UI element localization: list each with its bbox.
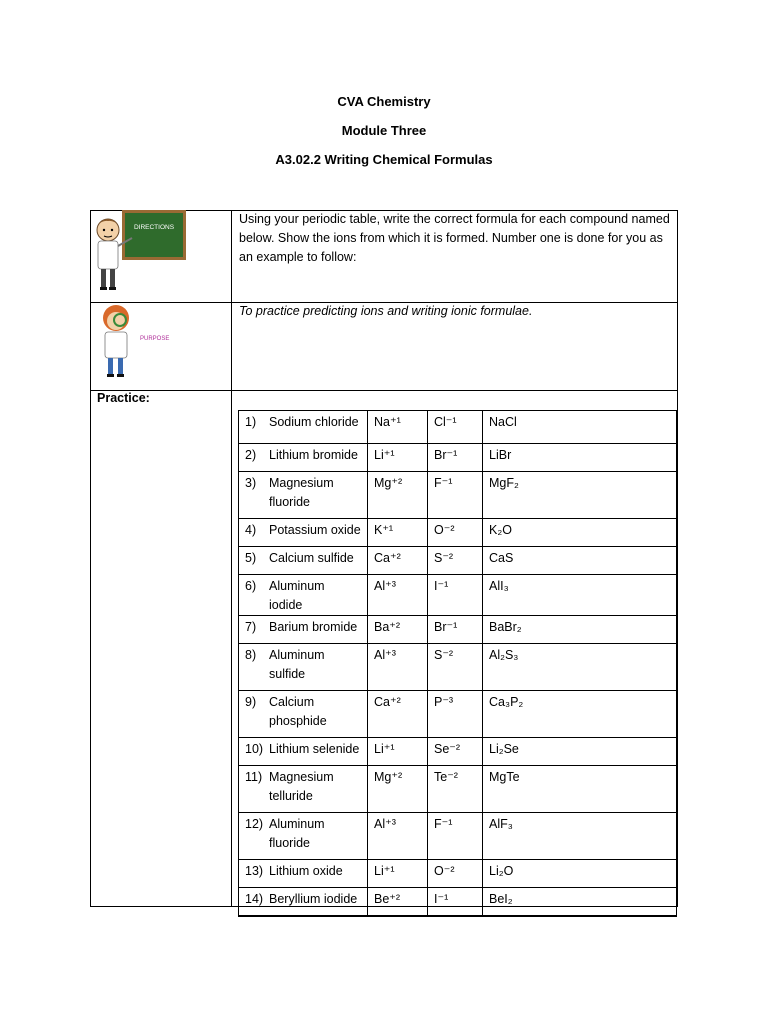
row-number: 14): [245, 892, 264, 906]
cation-cell: Mg⁺²: [368, 766, 428, 813]
cation-cell: Al⁺³: [368, 575, 428, 616]
anion-cell: P⁻³: [428, 691, 483, 738]
table-row: [239, 860, 677, 888]
formula-cell: K₂O: [483, 519, 677, 547]
compound-name: Aluminum fluoride: [269, 817, 325, 850]
table-row: [239, 738, 677, 766]
cation-cell: K⁺¹: [368, 519, 428, 547]
compound-name: Sodium chloride: [269, 415, 359, 429]
table-row: [239, 575, 677, 616]
compound-name-cell: [239, 472, 368, 519]
formula-cell: AlF₃: [483, 813, 677, 860]
compound-name-cell: [239, 575, 368, 616]
formula-cell: BaBr₂: [483, 616, 677, 644]
row-number: 12): [245, 817, 264, 831]
module-title: Module Three: [341, 123, 427, 138]
anion-cell: O⁻²: [428, 519, 483, 547]
formula-cell: Al₂S₃: [483, 644, 677, 691]
compound-name: Magnesium fluoride: [269, 476, 334, 509]
scientist-purpose-icon: [94, 302, 174, 382]
cation-cell: Li⁺¹: [368, 444, 428, 472]
table-row: [239, 813, 677, 860]
row-number: 5): [245, 551, 257, 565]
directions-badge: DIRECTIONS: [133, 224, 175, 231]
row-number: 7): [245, 620, 257, 634]
row-number: 2): [245, 448, 257, 462]
compound-name: Lithium bromide: [269, 448, 358, 462]
row-number: 9): [245, 695, 257, 709]
anion-cell: Br⁻¹: [428, 616, 483, 644]
anion-cell: Te⁻²: [428, 766, 483, 813]
practice-table: [238, 410, 677, 917]
compound-name: Calcium phosphide: [269, 695, 327, 728]
compound-name-cell: [239, 738, 368, 766]
purpose-badge: PURPOSE: [140, 336, 170, 342]
table-row: [239, 616, 677, 644]
compound-name-cell: [239, 444, 368, 472]
compound-name: Potassium oxide: [269, 523, 361, 537]
cation-cell: Li⁺¹: [368, 860, 428, 888]
anion-cell: S⁻²: [428, 644, 483, 691]
anion-cell: I⁻¹: [428, 888, 483, 916]
row-divider-2: [90, 390, 678, 391]
compound-name: Lithium selenide: [269, 742, 360, 756]
row-number: 8): [245, 648, 257, 662]
anion-cell: O⁻²: [428, 860, 483, 888]
row-number: 13): [245, 864, 264, 878]
table-row: [239, 519, 677, 547]
compound-name-cell: [239, 547, 368, 575]
formula-cell: MgF₂: [483, 472, 677, 519]
formula-cell: Ca₃P₂: [483, 691, 677, 738]
formula-cell: AlI₃: [483, 575, 677, 616]
purpose-text: To practice predicting ions and writing ionic formulae.: [239, 304, 533, 318]
table-row: [239, 644, 677, 691]
compound-name-cell: [239, 860, 368, 888]
anion-cell: S⁻²: [428, 547, 483, 575]
compound-name: Beryllium iodide: [269, 892, 358, 906]
row-number: 11): [245, 770, 263, 784]
table-row: [239, 547, 677, 575]
compound-name-cell: [239, 616, 368, 644]
cation-cell: Be⁺²: [368, 888, 428, 916]
column-divider: [231, 210, 232, 907]
practice-label: Practice:: [97, 391, 150, 405]
compound-name-cell: [239, 644, 368, 691]
course-title: CVA Chemistry: [337, 94, 431, 109]
formula-cell: Li₂O: [483, 860, 677, 888]
cation-cell: Ca⁺²: [368, 547, 428, 575]
table-row: [239, 411, 677, 444]
cation-cell: Ca⁺²: [368, 691, 428, 738]
cation-cell: Ba⁺²: [368, 616, 428, 644]
compound-name: Aluminum iodide: [269, 579, 325, 612]
compound-name: Calcium sulfide: [269, 551, 354, 565]
table-row: [239, 888, 677, 916]
row-number: 4): [245, 523, 257, 537]
compound-name: Lithium oxide: [269, 864, 343, 878]
row-number: 6): [245, 579, 257, 593]
table-row: [239, 472, 677, 519]
row-number: 1): [245, 415, 257, 429]
cation-cell: Al⁺³: [368, 813, 428, 860]
formula-cell: NaCl: [483, 411, 677, 444]
table-row: [239, 444, 677, 472]
anion-cell: F⁻¹: [428, 472, 483, 519]
row-number: 10): [245, 742, 264, 756]
directions-text: Using your periodic table, write the correct formula for each compound named below. Show the ions from which it is formed. Number one is done for you as an example to follow:: [239, 212, 670, 264]
anion-cell: F⁻¹: [428, 813, 483, 860]
anion-cell: Cl⁻¹: [428, 411, 483, 444]
table-row: [239, 766, 677, 813]
compound-name-cell: [239, 766, 368, 813]
lesson-title: A3.02.2 Writing Chemical Formulas: [275, 152, 493, 167]
formula-cell: Li₂Se: [483, 738, 677, 766]
table-row: [239, 691, 677, 738]
cation-cell: Li⁺¹: [368, 738, 428, 766]
cation-cell: Na⁺¹: [368, 411, 428, 444]
formula-cell: LiBr: [483, 444, 677, 472]
compound-name-cell: [239, 411, 368, 444]
compound-name-cell: [239, 519, 368, 547]
compound-name: Aluminum sulfide: [269, 648, 325, 681]
compound-name: Magnesium telluride: [269, 770, 334, 803]
formula-cell: BeI₂: [483, 888, 677, 916]
teacher-directions-icon: [92, 210, 188, 294]
anion-cell: Se⁻²: [428, 738, 483, 766]
anion-cell: Br⁻¹: [428, 444, 483, 472]
compound-name-cell: [239, 813, 368, 860]
formula-cell: CaS: [483, 547, 677, 575]
cation-cell: Mg⁺²: [368, 472, 428, 519]
anion-cell: I⁻¹: [428, 575, 483, 616]
formula-cell: MgTe: [483, 766, 677, 813]
compound-name-cell: [239, 691, 368, 738]
compound-name: Barium bromide: [269, 620, 358, 634]
compound-name-cell: [239, 888, 368, 916]
row-number: 3): [245, 476, 257, 490]
cation-cell: Al⁺³: [368, 644, 428, 691]
